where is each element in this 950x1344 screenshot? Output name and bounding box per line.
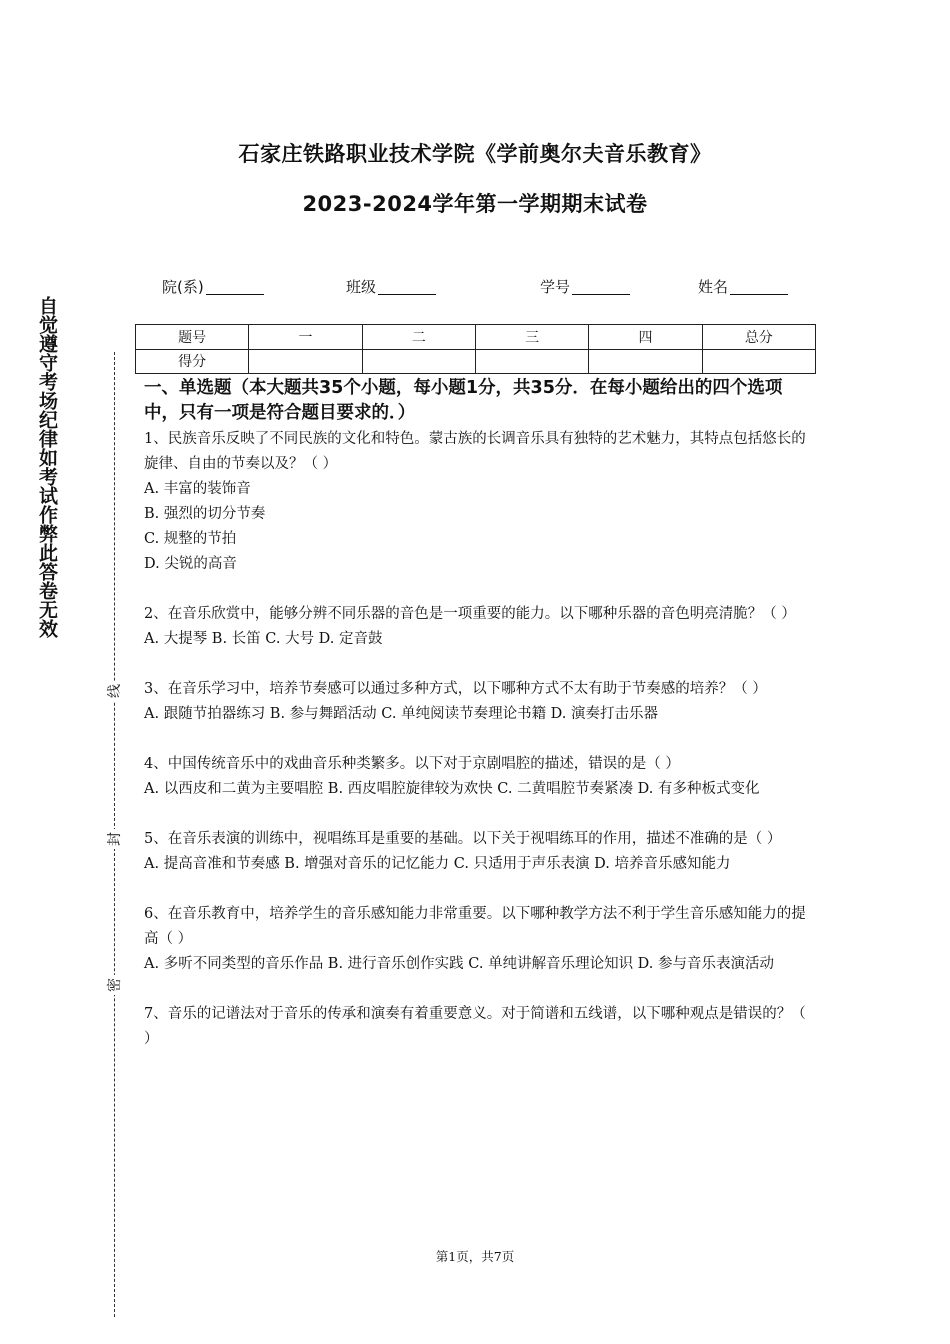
score-cell[interactable]	[362, 349, 475, 374]
score-cell[interactable]	[589, 349, 702, 374]
dept-label: 院(系)	[162, 278, 204, 296]
question-stem: 6、在音乐教育中，培养学生的音乐感知能力非常重要。以下哪种教学方法不利于学生音乐感知能力的提高（ ）	[144, 906, 806, 947]
score-table	[135, 324, 816, 374]
question-stem: 5、在音乐表演的训练中，视唱练耳是重要的基础。以下关于视唱练耳的作用，描述不准确的是（ ）	[144, 831, 782, 847]
option-d[interactable]: D. 尖锐的高音	[144, 556, 237, 572]
dept-field[interactable]	[162, 276, 264, 297]
seal-line-label: 线	[104, 681, 126, 701]
question-stem: 3、在音乐学习中，培养节奏感可以通过多种方式，以下哪种方式不太有助于节奏感的培养？（ ）	[144, 681, 767, 697]
dept-blank[interactable]	[206, 278, 264, 295]
seal-seal-label: 封	[104, 829, 126, 849]
score-row-label: 得分	[136, 349, 249, 374]
student-id-label: 学号	[540, 278, 571, 296]
class-blank[interactable]	[378, 278, 436, 295]
score-header-cell: 二	[362, 325, 475, 350]
exam-discipline-notice: 自觉遵守考场纪律如考试作弊此答卷无效	[36, 296, 58, 638]
question-stem: 2、在音乐欣赏中，能够分辨不同乐器的音色是一项重要的能力。以下哪种乐器的音色明亮清脆？（ ）	[144, 606, 796, 622]
score-header-cell: 总分	[702, 325, 815, 350]
question-options[interactable]: A. 跟随节拍器练习 B. 参与舞蹈活动 C. 单纯阅读节奏理论书籍 D. 演奏打击乐器	[144, 706, 659, 722]
exam-title-line1: 石家庄铁路职业技术学院《学前奥尔夫音乐教育》	[238, 142, 712, 166]
question-options[interactable]: A. 大提琴 B. 长笛 C. 大号 D. 定音鼓	[144, 631, 383, 647]
name-blank[interactable]	[730, 278, 788, 295]
seal-secret-label: 密	[104, 975, 126, 995]
score-header-cell: 四	[589, 325, 702, 350]
question-stem: 4、中国传统音乐中的戏曲音乐种类繁多。以下对于京剧唱腔的描述，错误的是（ ）	[144, 756, 680, 772]
student-info-row	[0, 276, 950, 300]
question-4	[144, 752, 816, 802]
option-b[interactable]: B. 强烈的切分节奏	[144, 506, 266, 522]
name-label: 姓名	[698, 278, 729, 296]
student-id-field[interactable]	[540, 276, 630, 297]
score-header-cell: 题号	[136, 325, 249, 350]
exam-content	[144, 376, 816, 1052]
score-cell[interactable]	[249, 349, 362, 374]
question-1	[144, 427, 816, 577]
question-options[interactable]: A. 多听不同类型的音乐作品 B. 进行音乐创作实践 C. 单纯讲解音乐理论知识 D. 参与音乐表演活动	[144, 956, 775, 972]
option-a[interactable]: A. 丰富的装饰音	[144, 481, 251, 497]
question-7	[144, 1002, 816, 1052]
student-id-blank[interactable]	[572, 278, 630, 295]
score-table-score-row	[136, 349, 816, 374]
question-6	[144, 902, 816, 977]
name-field[interactable]	[698, 276, 788, 297]
score-header-cell: 一	[249, 325, 362, 350]
section-heading: 一、单选题（本大题共35个小题，每小题1分，共35分．在每小题给出的四个选项中，只有一项是符合题目要求的．）	[144, 378, 783, 423]
score-table-header-row	[136, 325, 816, 350]
question-stem: 7、音乐的记谱法对于音乐的传承和演奏有着重要意义。对于简谱和五线谱，以下哪种观点是错误的？（ ）	[144, 1006, 806, 1047]
score-cell[interactable]	[702, 349, 815, 374]
score-header-cell: 三	[475, 325, 588, 350]
option-c[interactable]: C. 规整的节拍	[144, 531, 237, 547]
score-cell[interactable]	[475, 349, 588, 374]
question-options[interactable]: A. 以西皮和二黄为主要唱腔 B. 西皮唱腔旋律较为欢快 C. 二黄唱腔节奏紧凑 D. 有多种板式变化	[144, 781, 760, 797]
exam-title-line2: 2023-2024学年第一学期期末试卷	[302, 192, 648, 216]
question-3	[144, 677, 816, 727]
question-2	[144, 602, 816, 652]
page-footer: 第1页，共7页	[435, 1249, 515, 1264]
question-options[interactable]: A. 提高音准和节奏感 B. 增强对音乐的记忆能力 C. 只适用于声乐表演 D. 培养音乐感知能力	[144, 856, 731, 872]
question-5	[144, 827, 816, 877]
class-label: 班级	[346, 278, 377, 296]
class-field[interactable]	[346, 276, 436, 297]
question-stem: 1、民族音乐反映了不同民族的文化和特色。蒙古族的长调音乐具有独特的艺术魅力，其特点包括悠长的旋律、自由的节奏以及？（ ）	[144, 431, 806, 472]
